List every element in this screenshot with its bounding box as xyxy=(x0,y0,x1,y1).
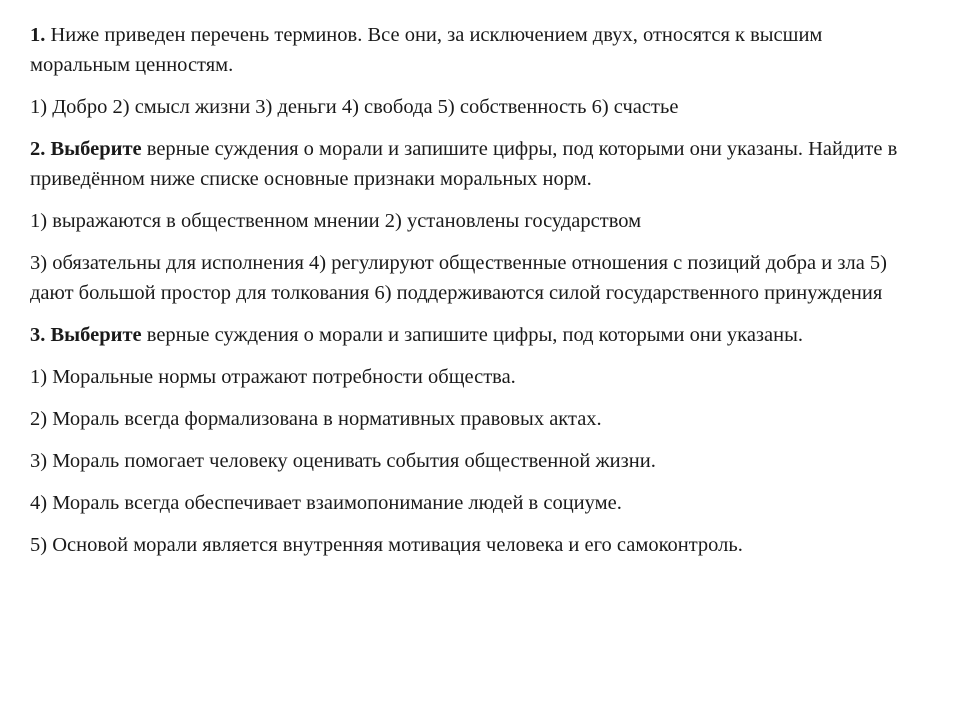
question-1-options: 1) Добро 2) смысл жизни 3) деньги 4) свобода 5) собственность 6) счастье xyxy=(30,96,679,118)
question-1-number: 1. xyxy=(30,24,46,46)
question-3-text: верные суждения о морали и запишите цифры, под которыми они указаны. xyxy=(141,324,803,346)
document-page xyxy=(30,20,910,572)
question-3-option-2: 2) Мораль всегда формализована в нормативных правовых актах. xyxy=(30,408,602,430)
question-3-option-5: 5) Основой морали является внутренняя мотивация человека и его самоконтроль. xyxy=(30,534,743,556)
question-3-number: 3. xyxy=(30,324,46,346)
question-3-option-3: 3) Мораль помогает человеку оценивать события общественной жизни. xyxy=(30,450,656,472)
question-2-bold-word: Выберите xyxy=(50,138,142,160)
question-1-text: Ниже приведен перечень терминов. Все они, за исключением двух, относятся к высшим моральным ценностям. xyxy=(30,24,823,76)
question-2-text: верные суждения о морали и запишите цифры, под которыми они указаны. Найдите в приведённом ниже списке основные признаки моральных норм. xyxy=(30,138,898,190)
question-2 xyxy=(30,134,910,194)
question-3-bold-word: Выберите xyxy=(50,324,142,346)
question-3-option-1: 1) Моральные нормы отражают потребности общества. xyxy=(30,366,516,388)
question-2-options-line-1: 1) выражаются в общественном мнении 2) установлены государством xyxy=(30,210,642,232)
question-3 xyxy=(30,320,910,350)
question-2-options-line-2: 3) обязательны для исполнения 4) регулируют общественные отношения с позиций добра и зла 5) дают большой простор для толкования 6) поддерживаются силой государственного принуждения xyxy=(30,252,887,304)
question-1 xyxy=(30,20,910,80)
question-3-option-4: 4) Мораль всегда обеспечивает взаимопонимание людей в социуме. xyxy=(30,492,622,514)
question-2-number: 2. xyxy=(30,138,46,160)
